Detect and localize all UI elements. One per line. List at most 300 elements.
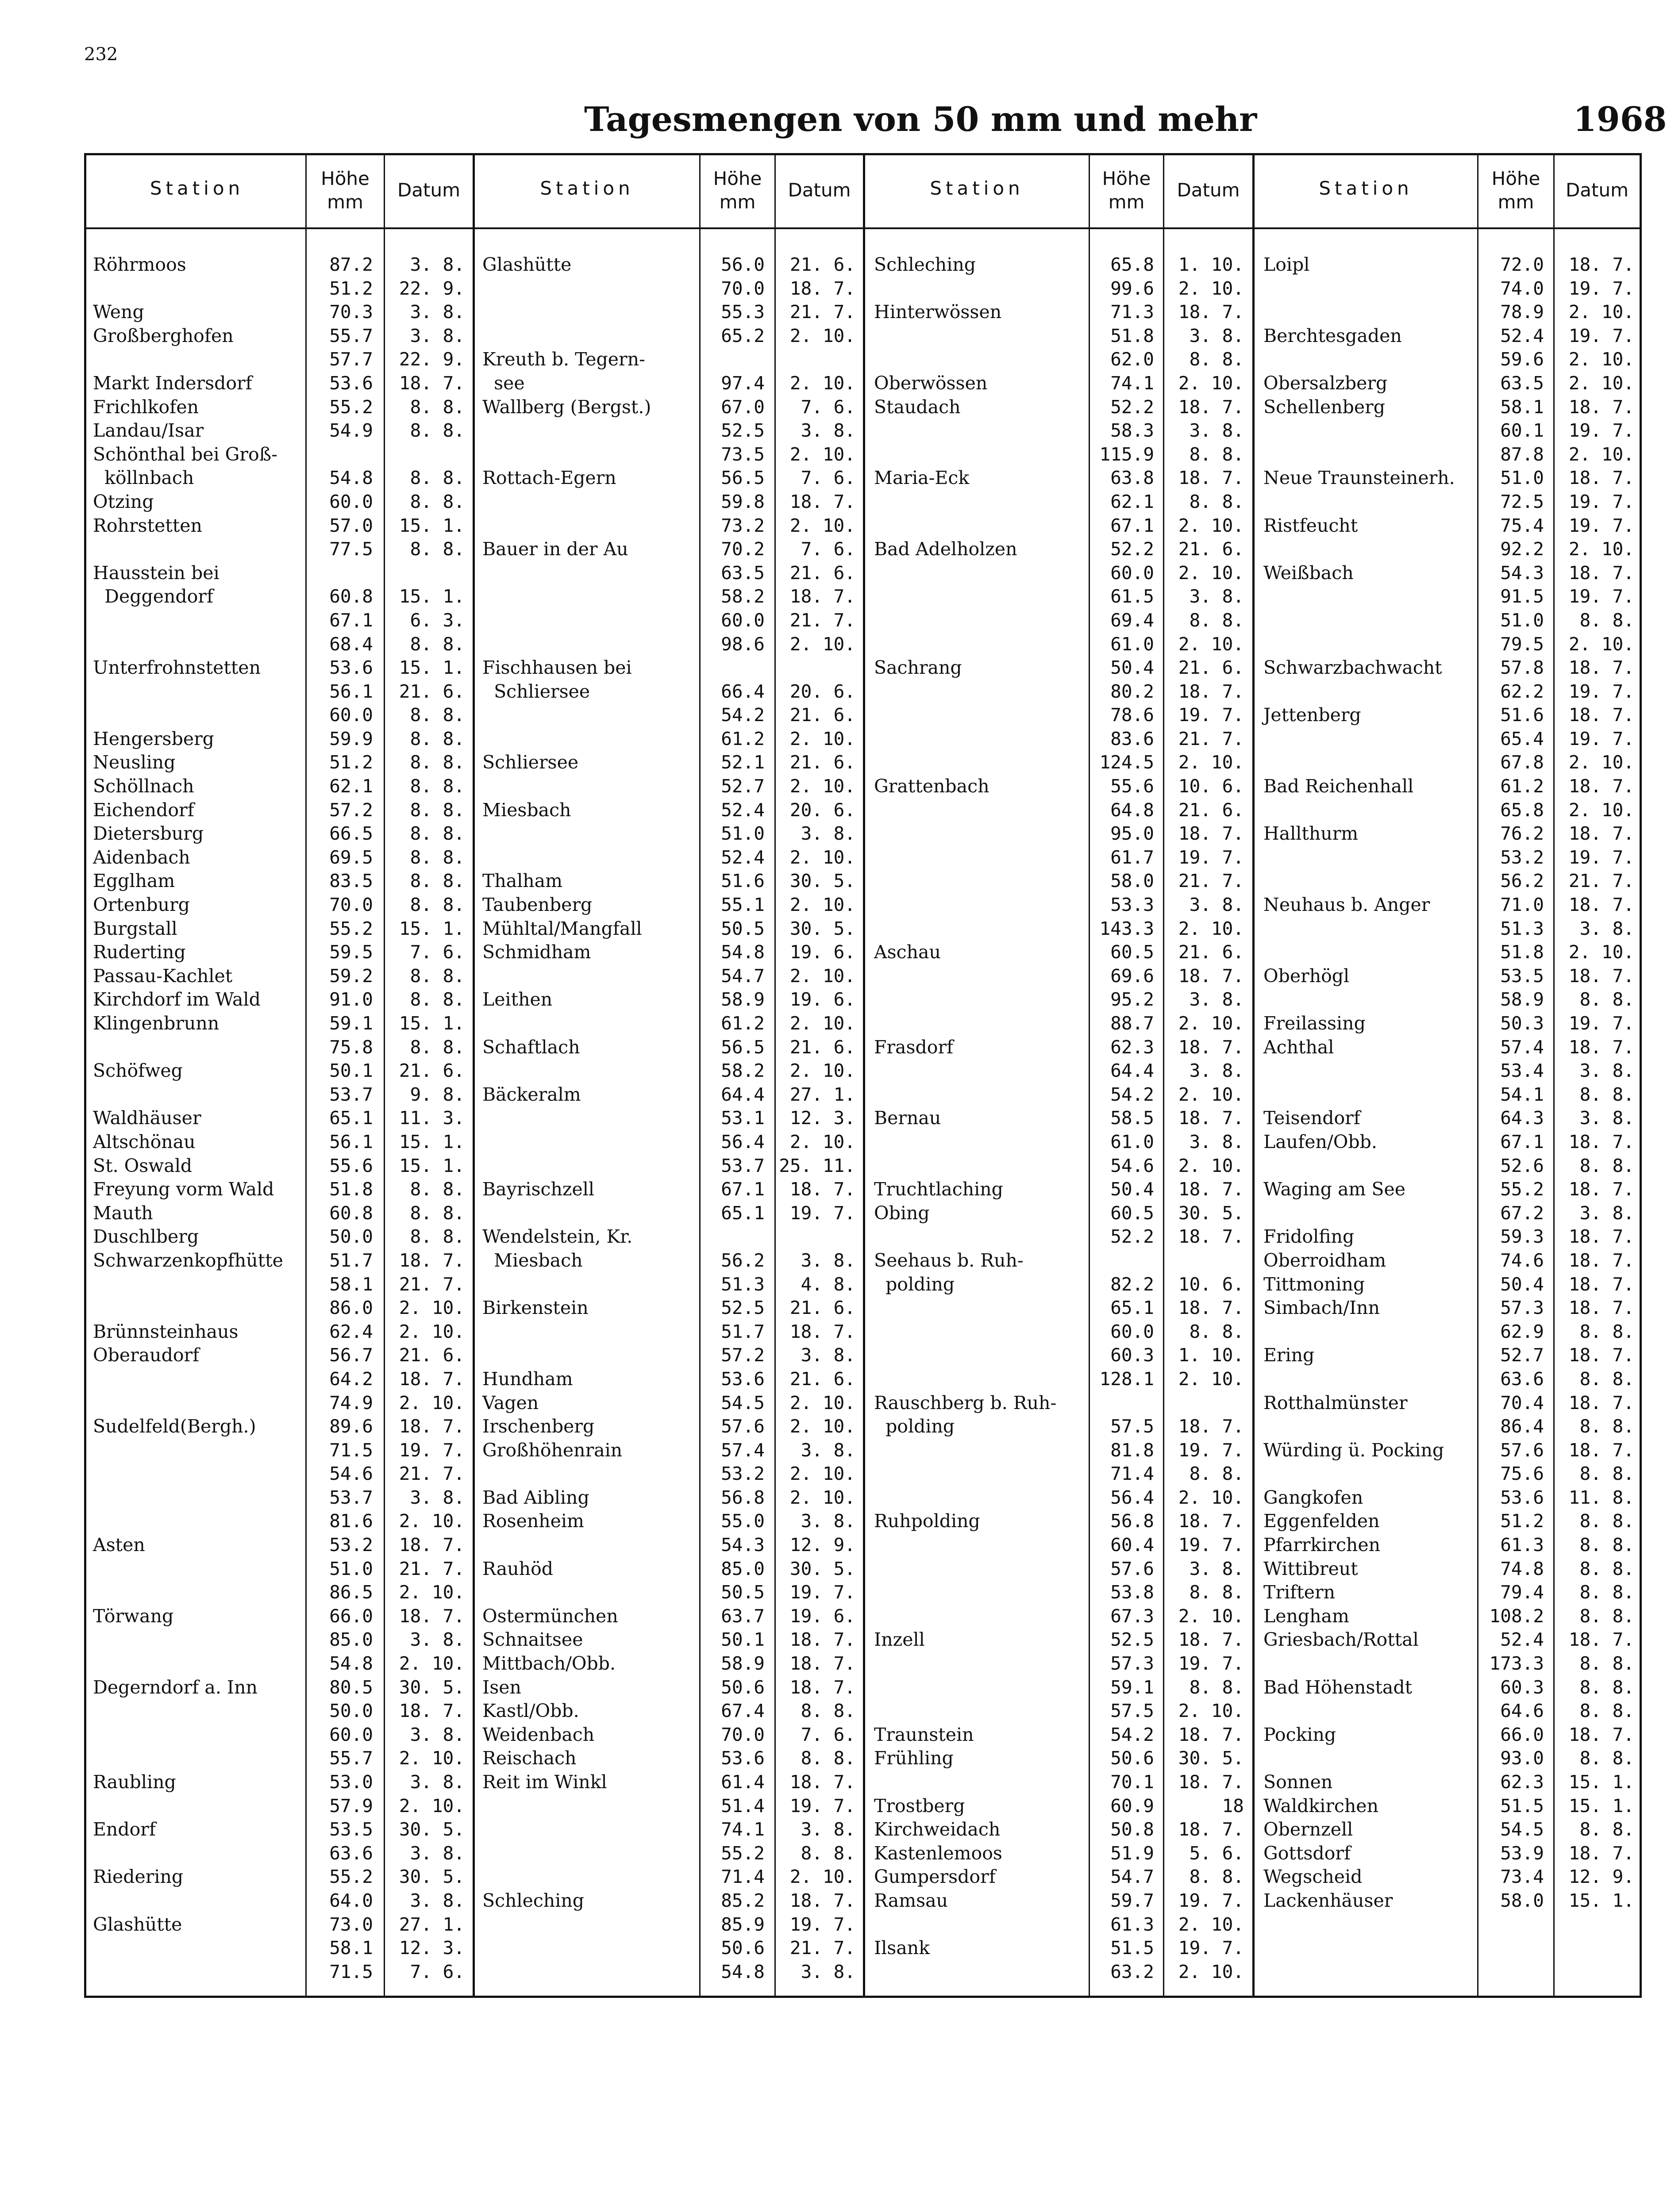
hoehe-value: 54.8 (329, 1653, 373, 1674)
hoehe-value: 82.2 (1110, 1273, 1154, 1295)
datum-column (385, 253, 465, 1984)
hoehe-value: 58.1 (329, 1273, 373, 1295)
datum-value: 18. 7. (399, 372, 465, 394)
station-name: St. Oswald (93, 1155, 192, 1176)
hoehe-value: 73.5 (721, 443, 765, 465)
datum-column (1555, 253, 1634, 1913)
datum-value: 21. 6. (789, 1368, 855, 1390)
datum-value: 19. 7. (1178, 846, 1244, 868)
hoehe-value: 52.2 (1110, 538, 1154, 560)
hoehe-value: 83.5 (329, 870, 373, 892)
station-name: Pocking (1263, 1724, 1336, 1745)
datum-value: 18. 7. (1568, 965, 1634, 987)
hoehe-value: 55.0 (721, 1510, 765, 1532)
datum-value: 2. 10. (789, 633, 855, 655)
hoehe-value: 61.5 (1110, 586, 1154, 607)
station-name (482, 1794, 699, 1818)
datum-value: 2. 10. (399, 1321, 465, 1342)
hoehe-value: 64.4 (1110, 1060, 1154, 1082)
page-year: 1968 (1573, 100, 1667, 139)
station-name (874, 1130, 1089, 1154)
station-name: Schönthal bei Groß- (93, 443, 277, 465)
hoehe-value: 58.9 (1500, 989, 1544, 1010)
station-name (874, 893, 1089, 917)
datum-value: 2. 10. (1178, 1605, 1244, 1627)
hoehe-value: 56.4 (721, 1131, 765, 1152)
hoehe-value: 60.3 (1110, 1344, 1154, 1366)
station-name: Oberaudorf (93, 1344, 200, 1366)
station-name (482, 300, 699, 324)
datum-value: 21. 6. (399, 680, 465, 702)
datum-value: 18. 7. (1568, 1131, 1634, 1152)
station-name: Oberhögl (1263, 965, 1350, 987)
hoehe-value: 85.9 (721, 1913, 765, 1935)
datum-value: 18. 7. (1568, 1629, 1634, 1651)
datum-value: 2. 10. (789, 965, 855, 987)
station-name: Neusling (93, 752, 176, 773)
datum-value: 3. 8. (410, 1486, 465, 1508)
station-name (874, 1913, 1089, 1937)
station-name: Wendelstein, Kr. (482, 1226, 633, 1248)
station-name (93, 1036, 305, 1060)
station-name (482, 1960, 699, 1984)
station-name: Waldkirchen (1263, 1795, 1378, 1816)
hoehe-value: 58.0 (1110, 870, 1154, 892)
hoehe-value: 53.6 (721, 1368, 765, 1390)
station-name (93, 1652, 305, 1676)
station-name (482, 1130, 699, 1154)
hoehe-value: 65.1 (1110, 1297, 1154, 1319)
hoehe-value: 50.0 (329, 1226, 373, 1248)
datum-value: 18. 7. (1568, 1273, 1634, 1295)
hoehe-value: 75.6 (1500, 1463, 1544, 1485)
datum-value: 21. 7. (1178, 728, 1244, 749)
hoehe-value: 87.8 (1500, 443, 1544, 465)
datum-value: 2. 10. (1178, 1368, 1244, 1390)
station-name: Rauhöd (482, 1558, 553, 1579)
datum-value: 2. 10. (789, 515, 855, 536)
datum-value (776, 348, 855, 372)
hoehe-value: 54.6 (329, 1463, 373, 1485)
header-station: Station (1319, 177, 1413, 199)
hoehe-value: 53.6 (329, 372, 373, 394)
station-name (1263, 1747, 1477, 1770)
hoehe-value: 52.4 (721, 799, 765, 821)
datum-value: 21. 7. (789, 301, 855, 323)
datum-value: 3. 8. (801, 823, 855, 845)
station-name: Thalham (482, 870, 563, 892)
station-name (482, 443, 699, 467)
hoehe-value (1090, 1249, 1154, 1273)
station-name: Triftern (1263, 1582, 1335, 1603)
datum-value: 18. 7. (789, 491, 855, 512)
station-name: Ristfeucht (1263, 515, 1358, 536)
datum-value: 18. 7. (1568, 1842, 1634, 1864)
station-name: Griesbach/Rottal (1263, 1629, 1419, 1651)
station-name: Frasdorf (874, 1036, 954, 1058)
hoehe-value: 55.3 (721, 301, 765, 323)
datum-column (776, 253, 855, 1984)
station-name (482, 514, 699, 538)
hoehe-value (307, 561, 373, 585)
station-name: Schöllnach (93, 776, 194, 797)
station-name: Weng (93, 301, 144, 323)
datum-value: 8. 8. (1579, 1653, 1634, 1674)
station-name (1263, 1083, 1477, 1107)
hoehe-value: 58.2 (721, 1060, 765, 1082)
datum-value: 18. 7. (399, 1416, 465, 1437)
hoehe-value: 143.3 (1099, 918, 1154, 939)
datum-value: 19. 7. (1568, 277, 1634, 299)
hoehe-value: 60.5 (1110, 1202, 1154, 1224)
datum-value: 3. 8. (410, 1889, 465, 1911)
hoehe-value: 62.1 (329, 776, 373, 797)
station-name: Schwarzbachwacht (1263, 657, 1442, 679)
station-name (93, 1296, 305, 1320)
station-name (93, 277, 305, 301)
station-name (874, 443, 1089, 467)
station-name (874, 1225, 1089, 1249)
station-name: Trostberg (874, 1795, 965, 1816)
hoehe-value: 57.4 (721, 1439, 765, 1461)
station-name (874, 917, 1089, 941)
datum-value: 3. 8. (410, 1724, 465, 1745)
datum-value: 8. 8. (410, 633, 465, 655)
station-name (1263, 1320, 1477, 1344)
hoehe-value: 50.1 (329, 1060, 373, 1082)
station-name: Vagen (482, 1392, 539, 1413)
station-name (482, 490, 699, 514)
hoehe-value: 67.1 (721, 1179, 765, 1200)
hoehe-value: 52.4 (721, 846, 765, 868)
hoehe-value: 91.0 (329, 989, 373, 1010)
hoehe-value: 63.2 (1110, 1961, 1154, 1982)
hoehe-value: 51.0 (1500, 467, 1544, 489)
hoehe-value: 65.1 (721, 1202, 765, 1224)
hoehe-value: 57.3 (1110, 1653, 1154, 1674)
station-name: Markt Indersdorf (93, 372, 252, 394)
datum-value: 18. 7. (1568, 1179, 1634, 1200)
hoehe-value: 81.6 (329, 1510, 373, 1532)
station-name: Leithen (482, 989, 553, 1010)
datum-value: 2. 10. (1178, 277, 1244, 299)
hoehe-value: 58.3 (1110, 420, 1154, 442)
hoehe-value: 76.2 (1500, 823, 1544, 845)
station-name (874, 1652, 1089, 1676)
hoehe-value: 57.2 (721, 1344, 765, 1366)
station-name (874, 348, 1089, 372)
datum-value: 8. 8. (410, 846, 465, 868)
station-name: Achthal (1263, 1036, 1334, 1058)
station-name: Kastenlemoos (874, 1842, 1002, 1864)
station-name (482, 1913, 699, 1937)
station-name: Bauer in der Au (482, 538, 628, 560)
datum-value: 19. 7. (399, 1439, 465, 1461)
datum-value: 18. 7. (1178, 1724, 1244, 1745)
station-name: Ruderting (93, 941, 186, 963)
hoehe-value: 50.6 (721, 1937, 765, 1959)
hoehe-value: 53.7 (721, 1155, 765, 1176)
datum-value: 18. 7. (1568, 1297, 1634, 1319)
datum-value: 18. 7. (1178, 467, 1244, 489)
datum-value: 3. 8. (801, 1510, 855, 1532)
datum-value: 2. 10. (789, 1463, 855, 1485)
hoehe-value: 115.9 (1099, 443, 1154, 465)
station-name: Freilassing (1263, 1013, 1366, 1034)
hoehe-value (307, 443, 373, 467)
datum-value: 2. 10. (789, 443, 855, 465)
hoehe-value: 53.3 (1110, 894, 1154, 916)
station-name: Grattenbach (874, 776, 989, 797)
datum-value: 18. 7. (1568, 1226, 1634, 1248)
station-name (1263, 277, 1477, 301)
datum-value: 18. 7. (789, 1653, 855, 1674)
datum-value: 8. 8. (1189, 609, 1244, 631)
station-name (1263, 917, 1477, 941)
station-name: Glashütte (482, 254, 572, 275)
station-name: Staudach (874, 396, 961, 418)
datum-value: 8. 8. (1579, 1155, 1634, 1176)
station-name: Rauschberg b. Ruh- (874, 1392, 1057, 1413)
hoehe-value: 86.4 (1500, 1416, 1544, 1437)
hoehe-value: 51.0 (329, 1558, 373, 1579)
hoehe-value: 53.2 (329, 1534, 373, 1556)
datum-value: 18. 7. (1568, 1392, 1634, 1413)
datum-value: 7. 6. (410, 1961, 465, 1982)
station-name (482, 561, 699, 585)
station-name: Dietersburg (93, 823, 204, 845)
hoehe-value: 124.5 (1099, 752, 1154, 773)
datum-value: 8. 8. (1189, 349, 1244, 370)
datum-value: 18. 7. (789, 1321, 855, 1342)
station-name: Seehaus b. Ruh- (874, 1249, 1024, 1271)
datum-value: 8. 8. (410, 728, 465, 749)
datum-value: 8. 8. (410, 704, 465, 726)
station-name (874, 561, 1089, 585)
hoehe-value: 51.9 (1110, 1842, 1154, 1864)
datum-value: 2. 10. (789, 1392, 855, 1413)
hoehe-value (701, 1225, 765, 1249)
datum-value: 2. 10. (1568, 372, 1634, 394)
station-name (874, 869, 1089, 893)
datum-value: 7. 6. (801, 467, 855, 489)
hoehe-value: 51.3 (1500, 918, 1544, 939)
datum-value: 3. 8. (1189, 894, 1244, 916)
station-name: Endorf (93, 1819, 156, 1840)
hoehe-column (1090, 253, 1154, 1984)
datum-value: 2. 10. (1178, 1700, 1244, 1722)
station-name (482, 1012, 699, 1036)
hoehe-value: 50.4 (1110, 1179, 1154, 1200)
datum-value: 19. 7. (1178, 1534, 1244, 1556)
hoehe-value: 53.0 (329, 1771, 373, 1793)
hoehe-value: 57.0 (329, 515, 373, 536)
station-name: Kirchweidach (874, 1819, 1001, 1840)
datum-value: 3. 8. (1189, 586, 1244, 607)
datum-value: 3. 8. (801, 1249, 855, 1271)
station-name: Bäckeralm (482, 1083, 581, 1105)
hoehe-value: 59.9 (329, 728, 373, 749)
station-name (1263, 538, 1477, 561)
hoehe-value: 51.2 (1500, 1510, 1544, 1532)
datum-value: 8. 8. (1579, 1558, 1634, 1579)
datum-value: 21. 6. (1178, 657, 1244, 679)
station-column (1263, 253, 1477, 1913)
station-name: Schmidham (482, 941, 591, 963)
hoehe-value: 60.0 (1110, 1321, 1154, 1342)
hoehe-value: 54.5 (1500, 1819, 1544, 1840)
station-name (482, 775, 699, 799)
datum-value: 1. 10. (1178, 1344, 1244, 1366)
hoehe-value: 53.5 (329, 1819, 373, 1840)
datum-value: 18. 7. (399, 1700, 465, 1722)
station-name: Törwang (93, 1605, 174, 1627)
station-name (1263, 751, 1477, 775)
datum-value: 18. 7. (1568, 657, 1634, 679)
hoehe-value: 173.3 (1489, 1653, 1544, 1674)
datum-value: 12. 3. (789, 1107, 855, 1129)
hoehe-value: 56.5 (721, 467, 765, 489)
datum-value: 19. 7. (789, 1913, 855, 1935)
datum-value: 15. 1. (399, 515, 465, 536)
datum-value: 27. 1. (399, 1913, 465, 1935)
hoehe-value: 98.6 (721, 633, 765, 655)
hoehe-value: 60.1 (1500, 420, 1544, 442)
hoehe-value: 50.4 (1110, 657, 1154, 679)
hoehe-value: 65.8 (1500, 799, 1544, 821)
hoehe-value: 71.5 (329, 1961, 373, 1982)
hoehe-value: 54.5 (721, 1392, 765, 1413)
datum-value: 21. 6. (789, 1297, 855, 1319)
hoehe-value: 74.0 (1500, 277, 1544, 299)
station-name: Oberroidham (1263, 1249, 1386, 1271)
datum-value: 3. 8. (1579, 1202, 1634, 1224)
station-name: Truchtlaching (874, 1179, 1003, 1200)
station-name (874, 1439, 1089, 1463)
datum-value: 3. 8. (410, 254, 465, 275)
datum-value: 8. 8. (1189, 443, 1244, 465)
hoehe-value: 71.4 (1110, 1463, 1154, 1485)
hoehe-value: 69.5 (329, 846, 373, 868)
hoehe-value: 64.2 (329, 1368, 373, 1390)
station-name (874, 1296, 1089, 1320)
datum-value: 21. 6. (399, 1060, 465, 1082)
hoehe-value: 52.1 (721, 752, 765, 773)
hoehe-value: 70.0 (721, 1724, 765, 1745)
station-name: Reit im Winkl (482, 1771, 607, 1793)
hoehe-value: 69.4 (1110, 609, 1154, 631)
hoehe-value: 56.2 (721, 1249, 765, 1271)
station-name: Deggendorf (93, 586, 214, 607)
hoehe-value: 52.2 (1110, 1226, 1154, 1248)
station-name (93, 1747, 305, 1770)
hoehe-value: 57.6 (1110, 1558, 1154, 1579)
station-name: Frichlkofen (93, 396, 199, 418)
station-name (874, 751, 1089, 775)
station-name (1263, 846, 1477, 870)
datum-value (385, 561, 465, 585)
hoehe-value: 70.1 (1110, 1771, 1154, 1793)
hoehe-value: 53.7 (329, 1486, 373, 1508)
datum-value: 5. 6. (1189, 1842, 1244, 1864)
hoehe-value: 50.3 (1500, 1013, 1544, 1034)
datum-value: 8. 8. (1579, 1416, 1634, 1437)
hoehe-value: 59.1 (1110, 1676, 1154, 1698)
header-station: Station (930, 177, 1024, 199)
datum-value: 1. 10. (1178, 254, 1244, 275)
hoehe-value: 51.6 (721, 870, 765, 892)
datum-value: 3. 8. (801, 1439, 855, 1461)
datum-value: 2. 10. (1178, 372, 1244, 394)
datum-value: 18. 7. (1568, 1724, 1634, 1745)
hoehe-value: 50.4 (1500, 1273, 1544, 1295)
hoehe-value: 87.2 (329, 254, 373, 275)
hoehe-value: 67.4 (721, 1700, 765, 1722)
station-name: Gottsdorf (1263, 1842, 1351, 1864)
hoehe-value: 61.3 (1500, 1534, 1544, 1556)
station-name (1263, 799, 1477, 822)
hoehe-value: 60.3 (1500, 1676, 1544, 1698)
datum-value: 8. 8. (1189, 1321, 1244, 1342)
hoehe-value: 52.4 (1500, 1629, 1544, 1651)
hoehe-value: 55.2 (329, 396, 373, 418)
datum-value: 20. 6. (789, 799, 855, 821)
station-name (1263, 1699, 1477, 1723)
station-name: Klingenbrunn (93, 1013, 219, 1034)
station-name (1263, 300, 1477, 324)
datum-value: 7. 6. (801, 396, 855, 418)
station-name (874, 988, 1089, 1012)
station-name: Mühltal/Mangfall (482, 918, 642, 939)
datum-value: 3. 8. (1189, 1558, 1244, 1579)
hoehe-value: 80.2 (1110, 680, 1154, 702)
station-name: Ilsank (874, 1937, 930, 1959)
datum-value: 15. 1. (1568, 1889, 1634, 1911)
hoehe-value: 55.1 (721, 894, 765, 916)
hoehe-value: 60.8 (329, 1202, 373, 1224)
station-name (93, 1628, 305, 1652)
hoehe-value: 83.6 (1110, 728, 1154, 749)
datum-value: 21. 6. (1178, 538, 1244, 560)
hoehe-value: 54.9 (329, 420, 373, 442)
datum-value: 12. 9. (1568, 1866, 1634, 1888)
datum-value: 8. 8. (410, 752, 465, 773)
datum-value: 8. 8. (1579, 989, 1634, 1010)
datum-value: 18. 7. (1178, 1819, 1244, 1840)
hoehe-value: 52.7 (1500, 1344, 1544, 1366)
datum-value: 9. 8. (410, 1083, 465, 1105)
hoehe-value: 64.0 (329, 1889, 373, 1911)
datum-value: 8. 8. (410, 1179, 465, 1200)
hoehe-value: 53.8 (1110, 1582, 1154, 1603)
station-name (93, 1960, 305, 1984)
datum-value: 8. 8. (1189, 1866, 1244, 1888)
hoehe-value: 53.2 (1500, 846, 1544, 868)
datum-value: 18. 7. (1178, 1297, 1244, 1319)
hoehe-value (1090, 1391, 1154, 1415)
hoehe-value: 51.4 (721, 1795, 765, 1816)
hoehe-value: 63.7 (721, 1605, 765, 1627)
station-name: Mittbach/Obb. (482, 1653, 616, 1674)
station-name: Rotthalmünster (1263, 1392, 1408, 1413)
station-name (482, 1202, 699, 1225)
hoehe-value: 50.5 (721, 918, 765, 939)
datum-value: 21. 6. (789, 1036, 855, 1058)
hoehe-value: 78.9 (1500, 301, 1544, 323)
hoehe-value: 51.2 (329, 752, 373, 773)
station-name: Gumpersdorf (874, 1866, 996, 1888)
datum-value: 3. 8. (1189, 1131, 1244, 1152)
